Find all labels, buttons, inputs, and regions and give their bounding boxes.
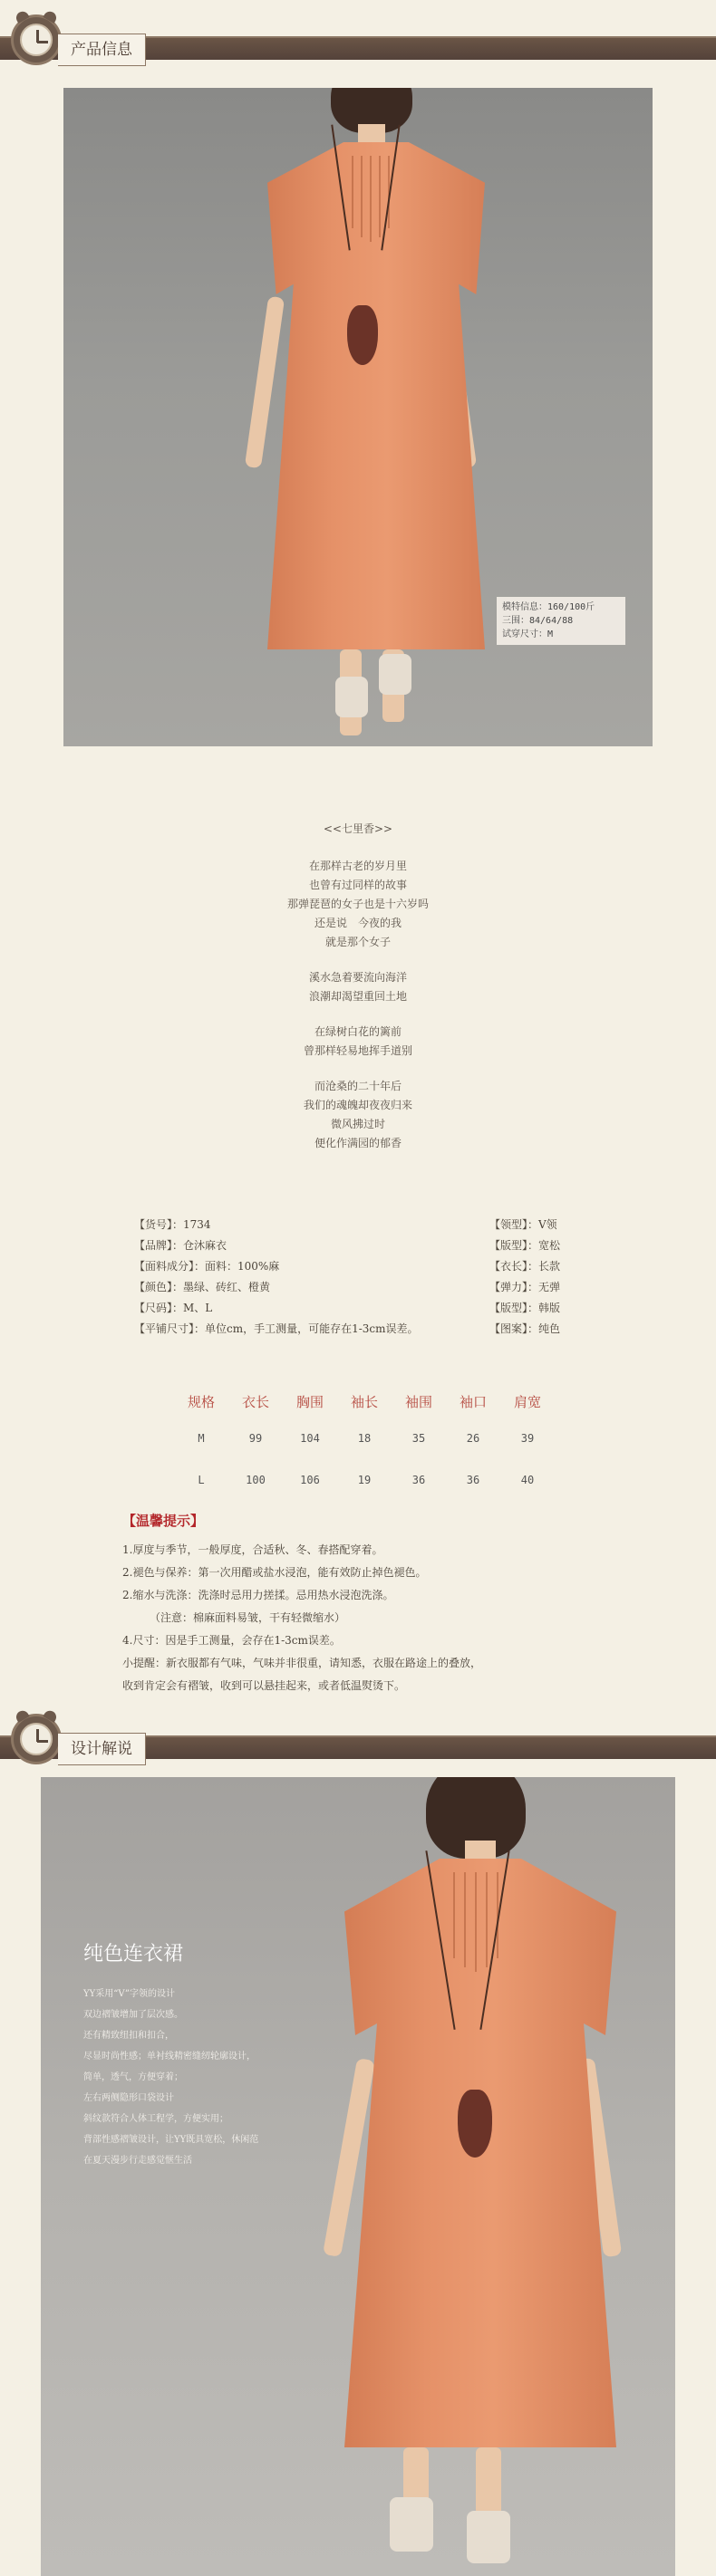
table-cell: 104 — [300, 1432, 320, 1445]
poem-line: 在绿树白花的篱前 — [314, 1025, 402, 1038]
design-photo — [41, 1777, 675, 2576]
poem-line: 也曾有过同样的故事 — [308, 879, 407, 891]
spec-row — [134, 1215, 582, 1235]
alarm-clock-icon — [11, 14, 62, 65]
spec-item: 【衣长】：长款 — [489, 1260, 561, 1273]
design-header — [0, 1710, 716, 1775]
section-title: 设计解说 — [58, 1733, 146, 1765]
design-line: 尽显时尚性感；单衬线精密缝纫轮廓设计， — [83, 2052, 256, 2062]
spec-item: 【颜色】：墨绿、砖红、橙黄 — [134, 1281, 271, 1293]
caption-line: 模特信息：160/100斤 — [502, 602, 595, 612]
poem-line: 我们的魂魄却夜夜归来 — [303, 1099, 412, 1111]
tip-line: 4.尺寸：因是手工测量，会存在1-3cm误差。 — [122, 1634, 341, 1647]
poem-line: 还是说 今夜的我 — [314, 917, 402, 929]
spec-list — [134, 1215, 582, 1340]
poem-stanza — [0, 1077, 716, 1153]
tip-line: 1.厚度与季节，一般厚度，合适秋、冬、春搭配穿着。 — [122, 1543, 383, 1556]
poem-line: 便化作满园的郁香 — [314, 1137, 402, 1149]
spec-item: 【版型】：韩版 — [489, 1302, 561, 1314]
caption-line: 三围：84/64/88 — [502, 616, 574, 626]
table-cell: 100 — [246, 1474, 266, 1486]
model-figure — [41, 1777, 675, 2576]
design-line: 背部性感褶皱设计，让YY既具宽松，休闲范 — [83, 2135, 259, 2145]
spec-item: 【图案】：纯色 — [489, 1322, 561, 1335]
size-table — [174, 1385, 555, 1501]
spec-item: 【版型】：宽松 — [489, 1239, 561, 1252]
care-tips — [122, 1511, 630, 1697]
spec-item: 【面料成分】：面料：100%麻 — [134, 1260, 280, 1273]
column-header: 袖长 — [350, 1393, 378, 1410]
spec-item: 【货号】：1734 — [134, 1218, 211, 1231]
poem-stanza — [0, 1023, 716, 1061]
table-cell: M — [198, 1432, 205, 1445]
table-cell: 18 — [357, 1432, 372, 1445]
table-cell: 106 — [300, 1474, 320, 1486]
spec-item: 【尺码】：M、L — [134, 1302, 213, 1314]
model-info-caption — [497, 597, 625, 645]
design-line: 斜纹款符合人体工程学，方便实用； — [83, 2114, 228, 2124]
table-cell: 36 — [466, 1474, 480, 1486]
product-info-header — [0, 11, 716, 76]
spec-item: 【弹力】：无弹 — [489, 1281, 561, 1293]
alarm-clock-icon — [11, 1714, 62, 1764]
tip-line: 小提醒：新衣服都有气味，气味并非很重，请知悉，衣服在路途上的叠放， — [122, 1657, 482, 1669]
poem-block — [0, 820, 716, 1169]
design-line: YY采用“V”字领的设计 — [83, 1989, 176, 1999]
spec-row — [134, 1277, 582, 1298]
tip-line: （注意：棉麻面料易皱，干有轻微缩水） — [122, 1611, 346, 1624]
table-row — [174, 1459, 555, 1501]
table-cell: 35 — [411, 1432, 426, 1445]
column-header: 袖口 — [459, 1393, 487, 1410]
table-cell: 39 — [520, 1432, 535, 1445]
design-line: 在夏天漫步行走感觉惬生活 — [83, 2156, 192, 2166]
column-header: 规格 — [187, 1393, 215, 1410]
poem-line: 曾那样轻易地挥手道别 — [303, 1044, 412, 1057]
table-cell: 99 — [248, 1432, 263, 1445]
model-figure — [63, 88, 653, 746]
design-line: 还有精致纽扣和扣合， — [83, 2031, 174, 2041]
poem-stanza — [0, 968, 716, 1006]
design-heading: 纯色连衣裙 — [83, 1943, 184, 1966]
tips-heading: 【温馨提示】 — [122, 1513, 205, 1529]
tip-line: 2.褪色与保养：第一次用醋或盐水浸泡，能有效防止掉色褪色。 — [122, 1566, 427, 1579]
design-description — [83, 1984, 337, 2171]
poem-line: 在那样古老的岁月里 — [308, 860, 407, 872]
poem-line: 浪潮却渴望重回土地 — [308, 990, 407, 1003]
design-line: 简单，透气，方便穿着； — [83, 2072, 183, 2082]
table-row — [174, 1418, 555, 1459]
spec-row — [134, 1256, 582, 1277]
poem-title: <<七里香>> — [323, 822, 393, 835]
poem-line: 那弹琵琶的女子也是十六岁吗 — [286, 898, 429, 910]
caption-line: 试穿尺寸：M — [502, 630, 554, 639]
table-cell: 36 — [411, 1474, 426, 1486]
poem-line: 微风拂过时 — [330, 1118, 385, 1130]
spec-item: 【平铺尺寸】：单位cm，手工测量，可能存在1-3cm误差。 — [134, 1322, 419, 1335]
spec-row — [134, 1298, 582, 1319]
poem-stanza — [0, 857, 716, 952]
table-cell: L — [198, 1474, 205, 1486]
table-cell: 19 — [357, 1474, 372, 1486]
section-title: 产品信息 — [58, 34, 146, 66]
table-cell: 40 — [520, 1474, 535, 1486]
spec-item: 【品牌】：仓沐麻衣 — [134, 1239, 227, 1252]
spec-row — [134, 1319, 582, 1340]
column-header: 胸围 — [295, 1393, 324, 1410]
table-cell: 26 — [466, 1432, 480, 1445]
poem-line: 就是那个女子 — [324, 936, 391, 948]
tip-line: 收到肯定会有褶皱，收到可以悬挂起来，或者低温熨烫下。 — [122, 1679, 406, 1692]
spec-item: 【领型】：V领 — [489, 1218, 557, 1231]
design-line: 左右两侧隐形口袋设计 — [83, 2093, 174, 2103]
column-header: 肩宽 — [513, 1393, 541, 1410]
poem-line: 溪水急着要流向海洋 — [308, 971, 407, 984]
column-header: 袖围 — [404, 1393, 432, 1410]
poem-line: 而沧桑的二十年后 — [314, 1080, 402, 1092]
spec-row — [134, 1235, 582, 1256]
product-photo — [63, 88, 653, 746]
design-line: 双边褶皱增加了层次感。 — [83, 2010, 183, 2020]
tip-line: 2.缩水与洗涤：洗涤时忌用力搓揉。忌用热水浸泡洗涤。 — [122, 1589, 394, 1601]
column-header: 衣长 — [241, 1393, 269, 1410]
size-table-header — [174, 1385, 555, 1418]
